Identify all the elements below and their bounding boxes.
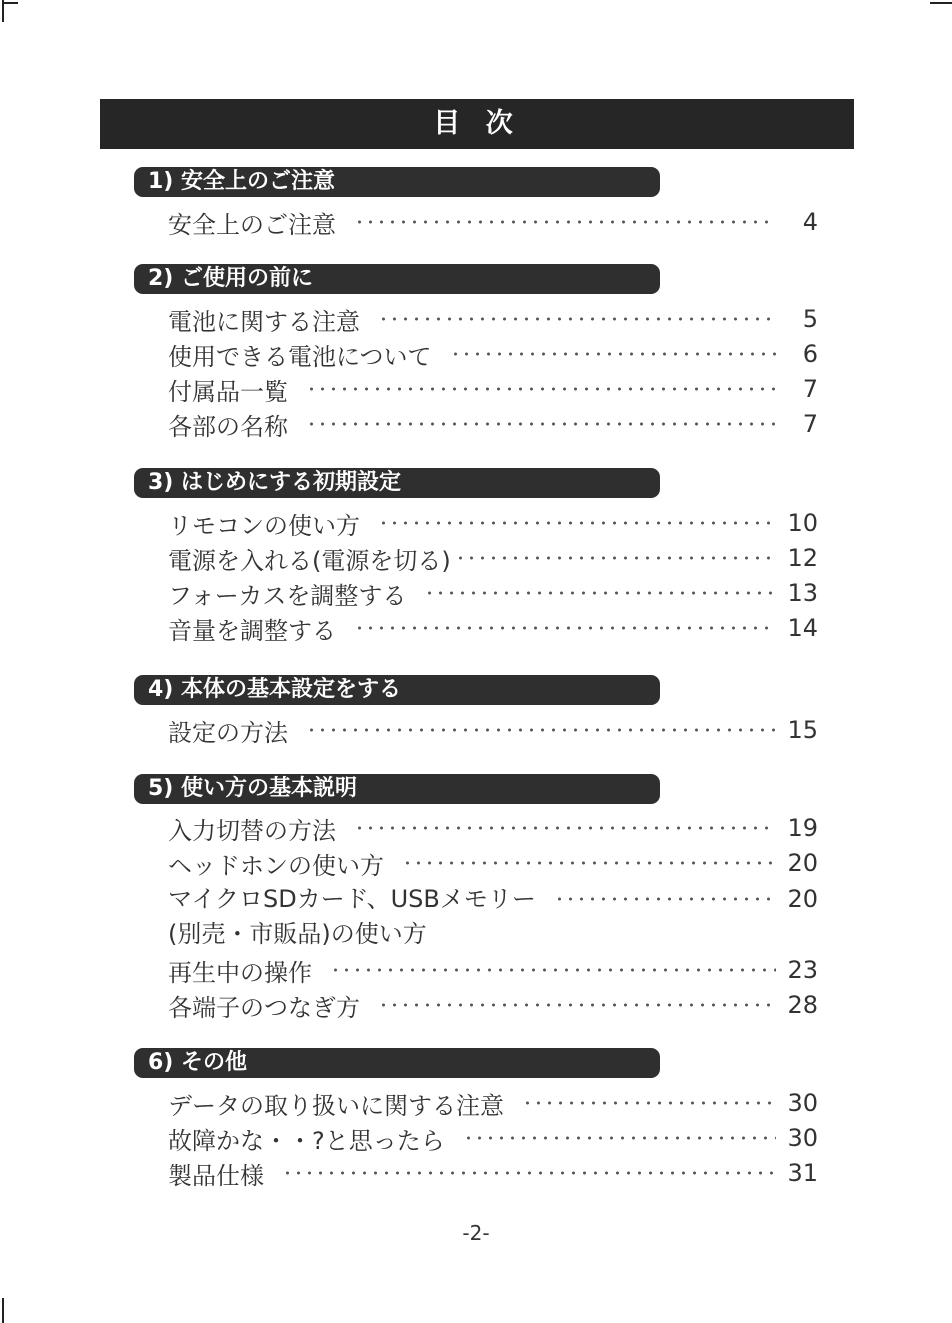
toc-entry-page: 4 <box>802 208 818 236</box>
dot-leader <box>354 825 776 831</box>
toc-entry-page: 28 <box>787 991 818 1019</box>
toc-entry[interactable] <box>168 953 818 987</box>
section-heading-2: 2) ご使用の前に <box>134 264 660 294</box>
dot-leader <box>455 555 776 561</box>
toc-entry[interactable] <box>168 811 818 845</box>
toc-entry[interactable] <box>168 302 818 336</box>
toc-entry[interactable] <box>168 407 818 441</box>
toc-entry[interactable] <box>168 882 818 952</box>
toc-entry-label: 各部の名称 <box>168 412 288 441</box>
toc-entry-page: 20 <box>787 849 818 877</box>
dot-leader <box>306 421 776 427</box>
toc-entry-page: 23 <box>787 956 818 984</box>
toc-entry[interactable] <box>168 506 818 540</box>
toc-entry-label: 音量を調整する <box>168 616 336 645</box>
toc-entry-page: 13 <box>787 579 818 607</box>
toc-entry-label: リモコンの使い方 <box>168 511 360 540</box>
crop-mark-bottom-left-v <box>2 1298 4 1323</box>
toc-entry[interactable] <box>168 713 818 747</box>
toc-entry[interactable] <box>168 337 818 371</box>
dot-leader <box>554 896 776 902</box>
page-title: 目 次 <box>100 99 854 149</box>
toc-entry[interactable] <box>168 576 818 610</box>
dot-leader <box>354 625 776 631</box>
dot-leader <box>306 386 776 392</box>
dot-leader <box>306 727 776 733</box>
toc-entry[interactable] <box>168 611 818 645</box>
toc-entry[interactable] <box>168 1156 818 1190</box>
toc-entry[interactable] <box>168 1086 818 1120</box>
toc-entry-label: 入力切替の方法 <box>168 816 336 845</box>
toc-entry-page: 19 <box>787 814 818 842</box>
dot-leader <box>378 520 776 526</box>
toc-entry-page: 7 <box>802 410 818 438</box>
dot-leader <box>330 967 776 973</box>
dot-leader <box>424 590 776 596</box>
toc-entry-label: 電源を入れる(電源を切る) <box>168 546 451 575</box>
toc-entry-page: 20 <box>787 885 818 913</box>
toc-entry-label: 各端子のつなぎ方 <box>168 993 360 1022</box>
toc-entry-page: 30 <box>787 1089 818 1117</box>
toc-entry-label: フォーカスを調整する <box>168 581 407 610</box>
dot-leader <box>450 351 776 357</box>
toc-entry-label: 付属品一覧 <box>168 377 288 406</box>
section-heading-3: 3) はじめにする初期設定 <box>134 468 660 498</box>
toc-entry[interactable] <box>168 846 818 880</box>
toc-entry-label: 使用できる電池について <box>168 342 432 371</box>
toc-entry-page: 5 <box>802 305 818 333</box>
dot-leader <box>402 860 776 866</box>
crop-mark-top-right-h <box>930 2 952 4</box>
dot-leader <box>463 1135 776 1141</box>
crop-mark-top-left-h <box>2 2 18 4</box>
toc-entry-label: 安全上のご注意 <box>168 210 336 239</box>
page-number: -2- <box>462 1221 490 1245</box>
toc-entry-label <box>168 882 536 952</box>
toc-entry-page: 30 <box>787 1124 818 1152</box>
section-heading-5: 5) 使い方の基本説明 <box>134 774 660 804</box>
toc-entry-page: 14 <box>787 614 818 642</box>
dot-leader <box>378 316 776 322</box>
dot-leader <box>378 1002 776 1008</box>
toc-entry-label: 製品仕様 <box>168 1161 264 1190</box>
toc-entry[interactable] <box>168 1121 818 1155</box>
toc-entry-label: 故障かな・・?と思ったら <box>168 1126 445 1155</box>
dot-leader <box>354 219 776 225</box>
section-heading-4: 4) 本体の基本設定をする <box>134 675 660 705</box>
dot-leader <box>522 1100 776 1106</box>
toc-entry-label-line1: マイクロSDカード、USBメモリー <box>168 885 536 913</box>
toc-entry-label: 再生中の操作 <box>168 958 312 987</box>
section-heading-1: 1) 安全上のご注意 <box>134 167 660 197</box>
dot-leader <box>282 1170 776 1176</box>
toc-entry-page: 31 <box>787 1159 818 1187</box>
toc-entry-label: ヘッドホンの使い方 <box>168 851 384 880</box>
toc-entry-label: データの取り扱いに関する注意 <box>168 1091 504 1120</box>
toc-entry-page: 10 <box>787 509 818 537</box>
toc-entry[interactable] <box>168 988 818 1022</box>
toc-entry-label-line2: (別売・市販品)の使い方 <box>168 920 427 948</box>
section-heading-6: 6) その他 <box>134 1048 660 1078</box>
toc-entry-page: 7 <box>802 375 818 403</box>
toc-entry-label: 設定の方法 <box>168 718 288 747</box>
toc-entry-page: 6 <box>802 340 818 368</box>
toc-entry-page: 12 <box>787 544 818 572</box>
toc-entry[interactable] <box>168 541 818 575</box>
toc-entry[interactable] <box>168 205 818 239</box>
toc-entry[interactable] <box>168 372 818 406</box>
toc-entry-page: 15 <box>787 716 818 744</box>
toc-entry-label: 電池に関する注意 <box>168 307 360 336</box>
